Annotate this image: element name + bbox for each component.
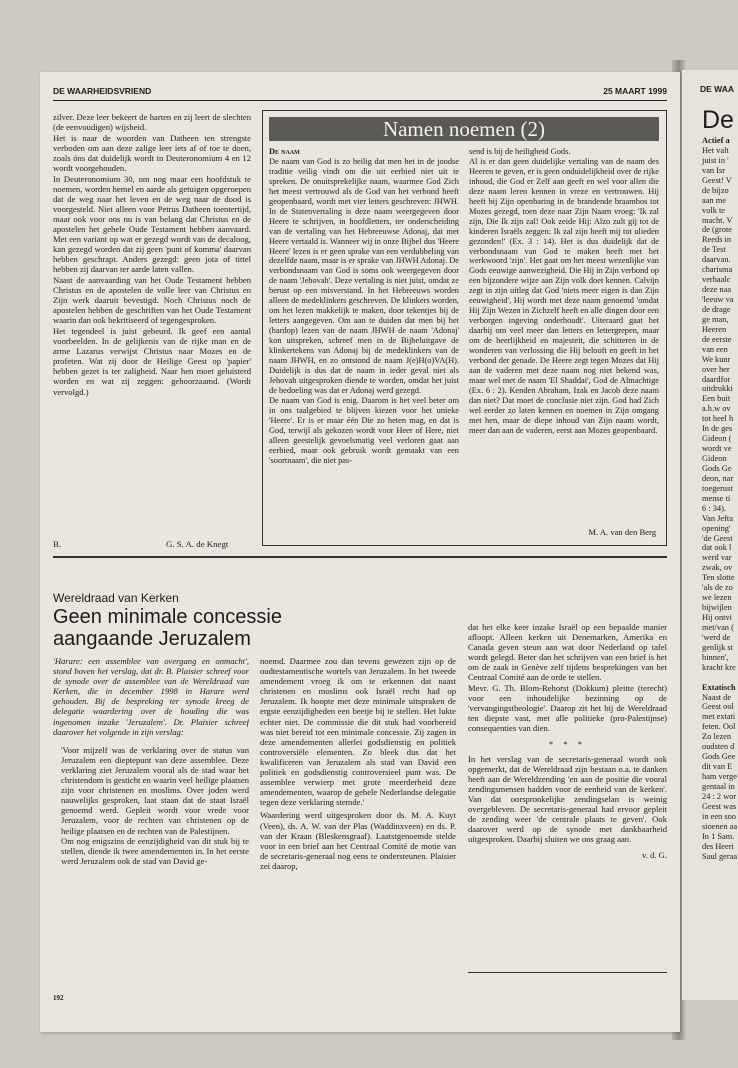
facing-line: Geest! V	[702, 175, 732, 185]
facing-line: dit van E	[702, 762, 733, 772]
facing-line: werd var	[702, 553, 732, 563]
article-title: Geen minimale concessie aangaande Jeruzalem	[53, 606, 282, 650]
facing-line: Gideon	[702, 454, 727, 463]
facing-title-fragment: De	[702, 106, 734, 134]
facing-line: genlijk st	[702, 642, 733, 652]
facing-line: 'de Geest	[702, 533, 733, 543]
facing-line: toegerust	[702, 483, 733, 493]
facing-line: des Heeri	[702, 841, 734, 851]
section-heading: De naam	[269, 147, 300, 156]
facing-line: over her	[702, 364, 730, 374]
facing-line: Het valt	[702, 145, 729, 155]
facing-line: met extati	[702, 712, 736, 722]
paragraph: Het tegendeel is juist gebeurd. Ik geef een aantal voorbeelden. In de gelijkenis van de rijke man en de arme Lazarus verwijst Christus naar Mozes en de profeten. Wat zij door de Heilige Geest op 'papier' hebben gezet is ter zaligheid. Naar hen moet geluisterd worden en wat zij zeggen: gehoorzaamd. (Wordt vervolgd.)	[53, 325, 251, 397]
facing-line: We kunr	[702, 354, 731, 364]
facing-line: a.h.w ov	[702, 404, 731, 414]
paragraph: 'Harare: een assemblee van overgang en onmacht', stond boven het verslag, dat dr. B. Plaisier schreef voor de synode over de assemblee van de Wereldraad van Kerken, die in december 1998 in Harare werd gehouden. Bij de bespreking ter synode kreeg de delegatie waardering over de houding die was ingenomen inzake 'Jeruzalem'. Dr. Plaisier schreef daarover het volgende in zijn verslag:	[53, 656, 249, 737]
facing-page	[682, 70, 738, 1000]
facing-line: charisma	[702, 265, 733, 275]
paragraph: De naam van God is enig. Daarom is het veel beter om in ons taalgebied te blijven kiezen voor het unieke 'Heere'. Er is er maar één Die zo heten mag, en dat is God, terwijl als gekozen wordt voor Heer of Here, niet alleen geestelijk gevoelsmatig veel verloren gaat aan eerbied, maar ook gebruik wordt gemaakt van een 'soortnaam', die niet pas-	[269, 395, 459, 465]
left-article	[53, 112, 251, 538]
facing-line: Gods Gee	[702, 752, 736, 762]
facing-line: deon, nar	[702, 473, 734, 483]
facing-line: 'als de zo	[702, 583, 733, 593]
facing-line: In 1 Sam.	[702, 831, 735, 841]
facing-line: verhaalc	[702, 275, 731, 285]
facing-line: deze naa	[702, 285, 732, 295]
facing-line: bijwijlen	[702, 603, 732, 613]
facing-line: Heeren	[702, 324, 727, 334]
running-header	[53, 86, 667, 101]
facing-line: Van Jefta	[702, 513, 733, 523]
facing-line: Saul geraa	[702, 851, 738, 861]
facing-text-fragments	[702, 136, 737, 861]
facing-line: Geest ool	[702, 702, 734, 712]
facing-line: 'werd de	[702, 632, 731, 642]
issue-date: 25 MAART 1999	[603, 86, 667, 96]
bottom-rule	[468, 972, 667, 973]
facing-line: aan me	[702, 195, 726, 205]
facing-line: uitdrukki	[702, 384, 733, 394]
facing-line: Geest was	[702, 801, 737, 811]
facing-line: de Test	[702, 245, 726, 255]
box-signature: M. A. van den Berg	[588, 527, 656, 537]
paragraph: Het is naar de woorden van Datheen ten strengste verboden om aan deze zalige leer iets af of toe te doen, zoals óns dat duidelijk wordt in Deuteronomium 4 en 12 wordt voorgehouden.	[53, 132, 251, 173]
article-kicker: Wereldraad van Kerken	[53, 591, 179, 605]
quote-paragraph: 'Voor mijzelf was de verklaring over de status van Jeruzalem een dieptepunt van deze assemblee. Deze verklaring ziet Jeruzalem vooral als de stad waar het christendom is gesticht en waarin veel heilige plaatsen zijn voor christenen en moslims. Over joden werd nauwelijks gesproken, laat staan dat de staat Israël genoemd werd. Gepleit wordt voor vrede voor Jeruzalem, voor de rechten van christenen op de heilige plaatsen en de rechten van de Palestijnen.	[61, 744, 249, 836]
facing-line: volk te	[702, 205, 726, 215]
article2-signature: v. d. G.	[642, 850, 667, 861]
facing-line: Actief a	[702, 136, 730, 145]
facing-line: van Isr	[702, 165, 726, 175]
quote-paragraph: noemd. Daarmee zou dan tevens gewezen zijn op de oudtestamentische wortels van Jeruzalem. In het tweede amendement vroeg ik om te erkennen dat naast christenen en moslims ook Israël recht had op Jeruzalem. Ik hoopte met deze minimale uitspraken de ergste eenzijdigheden een beetje bij te stellen. Het lukte echter niet. De commissie die dit stuk had voorbereid was niet bereid tot een minimale concessie. Zij zagen in deze amendementen allerlei godsdienstig en politiek controversiële elementen. Zo bleek dus dat het kwalificeren van Jeruzalem als stad van David een politiek en godsdienstig controversieel punt was. De assemblee verwierp met grote meerderheid deze amendementen, waarop de gehele Nederlandse delegatie tegen deze verklaring stemde.'	[260, 656, 456, 808]
left-signature-author: G. S. A. de Knegt	[166, 539, 229, 549]
facing-line: dat ook l	[702, 543, 732, 553]
facing-line: ham verge	[702, 772, 737, 781]
facing-line: tot heel h	[702, 414, 734, 424]
paragraph: send is bij de heiligheid Gods.	[469, 147, 571, 156]
facing-line: macht. V	[702, 215, 733, 225]
paragraph: In het verslag van de secretaris-generaal wordt ook opgemerkt, dat de Wereldraad zijn bestaan o.a. te danken heeft aan de Wereldzending 'en aan de positie die vooral zendingsmensen hadden voor de eenheid van de kerken'. Van dat oorspronkelijke zendingselan is weinig overgebleven. De secretaris-generaal had ervoor gepleit de zending weer 'de centrale plaats te geven'. Ook daarover werd op de synode met dankbaarheid uitgesproken. Daarbij sluiten we ons graag aan.	[468, 753, 667, 845]
facing-line: Extatisch	[702, 682, 736, 692]
magazine-page	[40, 72, 680, 1032]
page-number: 192	[53, 994, 64, 1002]
paragraph: Mevr. G. Th. Blom-Rehorst (Dokkum) pleitte (terecht) voor een inhoudelijke bezinning op de 'vervangingstheologie'. Daarop zit het bij de Wereldraad ten diepste vast, met alle politieke (pro-Palestijnse) consequenties van dien.	[468, 683, 667, 734]
box-title: Namen noemen (2)	[269, 117, 659, 141]
facing-line: Ten slotte	[702, 573, 735, 583]
facing-line: de drage	[702, 304, 731, 314]
facing-line: ge man,	[702, 314, 729, 324]
facing-line: juist in '	[702, 155, 729, 165]
box-column-1	[269, 147, 459, 537]
facing-line: met/van (	[702, 622, 734, 632]
facing-line: de eerste	[702, 334, 732, 344]
paragraph: zilver. Deze leer bekeert de harten en zij leert de slechten (de eenvoudigen) wijsheid.	[53, 112, 251, 133]
facing-line: 6 : 34).	[702, 503, 726, 513]
facing-line: feten. Ool	[702, 722, 736, 732]
facing-line: daarvan.	[702, 255, 731, 265]
column-box	[262, 110, 667, 546]
facing-line: 'leeuw va	[702, 295, 734, 304]
section-stars: * * *	[548, 738, 587, 749]
facing-line: we lezen	[702, 593, 732, 603]
paragraph: Naast de aanvaarding van het Oude Testament hebben Christus en de apostelen de volle leer van Christus en Zijn werk daaruit bevestigd. Noch Christus noch de apostelen hebben de geschriften van het Oude Testament waarin dan ook bekritiseerd of tegengesproken.	[53, 275, 251, 326]
facing-line: in een soo	[702, 811, 736, 821]
facing-line: Gods Ge	[702, 463, 732, 473]
facing-line: gentaal in	[702, 781, 735, 791]
box-column-2	[469, 147, 659, 523]
facing-line: kracht kre	[702, 662, 736, 672]
facing-line: Reeds in	[702, 235, 732, 245]
facing-line: oudsten d	[702, 742, 735, 752]
facing-line: In de ges	[702, 424, 733, 434]
facing-line: sioenen aa	[702, 821, 738, 831]
facing-line: opening'	[702, 523, 731, 533]
facing-line: Hij ontvi	[702, 613, 733, 622]
facing-line: de (grote	[702, 225, 732, 235]
quote-paragraph: Om nog enigszins de eenzijdigheid van dit stuk bij te stellen, diende ik twee amendementen in. In het eerste werd Jeruzalem ook de stad van David ge-	[61, 836, 249, 867]
facing-line: binnen',	[702, 652, 729, 662]
facing-line: de bijzo	[702, 185, 729, 195]
paragraph: Al is er dan geen duidelijke vertaling van de naam des Heeren te geven, er is geen onduidelijkheid over de rijke inhoud, die God er Zelf aan geeft en wel voor allen die deze naam leren kennen in vreze en vertrouwen. Hij heeft bij Zijn openbaring in de brandende braambos tot Mozes gezegd, toen deze naar Zijn Naam vroeg: 'Ik zal zijn, Die Ik zijn zal! Ook zeide Hij: Alzo zult gij tot de kinderen Israëls zeggen: Ik zal zijn heeft mij tot ulieden gezonden!' (Ex. 3 : 14). Het is dus duidelijk dat de verbondsnaam van God te maken heeft met het werkwoord 'zijn'. Het gaat om het meest wezenlijke van Gods eeuwige aanwezigheid. Die Hij in Zijn verbond op een bijzondere wijze aan Zijn volk doet kennen. Calvijn zegt in zijn uitleg dat God 'niets meer eigen is dan Zijn eeuwigheid', Hij wordt met deze naam genoemd 'omdat Hij Zijn Wezen in Zichzelf heeft en alle dingen door een verborgen ingeving onderhoudt'. Uiteraard gaat het daarbij om veel meer dan letters en lettergrepen, maar om de heerlijkheid en majesteit, die schitteren in de wonderen van verlossing die Hij belooft en geeft in het verbond der genade. De Heere zegt tegen Mozes dat Hij aan de vaderen met deze naam nog niet bekend was, maar wel met de naam 'El Shaddai', God de Almachtige (Ex. 6 : 2). Kenden Abraham, Izak en Jacob deze naam dan niet? Dat moet de conclusie niet zijn. God had Zich wel eerder zo laten kennen en noemen in Zijn omgang met hen, maar de diepe inhoud van Zijn naam wordt, meer dan aan de vaderen, eerst aan Mozes geopenbaard.	[469, 156, 659, 435]
facing-line: van een	[702, 344, 728, 354]
facing-line: daardfor	[702, 374, 731, 384]
left-signature-initial: B.	[53, 539, 62, 549]
paragraph: Waardering werd uitgesproken door ds. M. A. Kuyt (Veen), ds. A. W. van der Plas (Waddinxveen) en ds. P. van der Kraan (Bleskensgraaf). Laatstgenoemde stelde voor in een brief aan het Centraal Comité de motie van de secretaris-generaal nog eens te ondersteunen. Plaisier zei daarop,	[260, 810, 456, 871]
facing-line: Naast de	[702, 692, 732, 702]
facing-line: Gideon (	[702, 434, 732, 444]
facing-line: 24 : 2 wor	[702, 791, 737, 801]
paragraph: dat het elke keer inzake Israël op een bepaalde manier afloopt. Alleen kerken uit Denemarken, Amerika en Canada geven steun aan wat door Nederland op tafel wordt gelegd. Beter dan het schrijven van een brief is het om de zaak in Genève zelf tijdens besprekingen van het Centraal Comité aan de orde te stellen.	[468, 622, 667, 683]
facing-line: zwak, ov	[702, 563, 733, 573]
article2-column-3	[468, 622, 667, 986]
facing-line: wordt ve	[702, 444, 732, 454]
facing-running-header: DE WAA	[700, 84, 734, 94]
facing-line: mense ti	[702, 493, 731, 503]
paragraph: De naam van God is zo heilig dat men het in de joodse traditie veilig vindt om die uit eerbied niet uit te spreken. De onuitsprekelijke naam, waarmee God Zich het meest vertrouwd als de God van het verbond heeft geopenbaard, wordt met vier letters geschreven: JHWH. In de Statenvertaling is deze naam weergegeven door Heere te schrijven, in hoofdletters, ter onderscheiding van de vertaling van het Hebreeuwse Adonaj, dat met Heere vertaald is. Wanneer wij in onze Bijbel dus 'Heere Heere' lezen is er geen sprake van een verdubbeling van dezelfde naam, maar is er sprake van JHWH Adonaj. De verbondsnaam van God is soms ook weergegeven door de naam 'Jehovah'. Deze vertaling is niet juist, omdat ze berust op een misverstand. In het Hebreeuws worden alleen de medeklinkers geschreven. De klinkers worden, om het lezen makkelijk te maken, door tekentjes bij de letters aangegeven. Om aan te duiden dat men bij het (hardop) lezen van de naam JHWH de naam 'Adonaj' kon uitspreken, schreef men in de Bijbeluitgave de klinkertekens van Adonaj bij de medeklinkers van de naam JHWH, en zo ontstond de naam J(e)H(o)VA(H). Duidelijk is dus dat de naam in ieder geval niet als Jehovah uitgesproken diende te worden, omdat het juist de bedoeling was dat er Adonaj werd gezegd.	[269, 156, 459, 395]
facing-line: Zo lezen	[702, 732, 732, 742]
article2-column-1	[53, 656, 249, 986]
article2-column-2	[260, 656, 456, 986]
section-divider	[53, 556, 667, 558]
paragraph: In Deuteronomium 30, om nog maar een hoofdstuk te noemen, worden hemel en aarde als getuigen opgeroepen dat de weg naar het leven en de weg naar de dood is voorgesteld. Niet alleen voor Petrus Datheen toentertijd, maar ook voor ons nu is van belang dat Christus en de apostelen het gehele Oude Testament hebben aanvaard. Met een variant op wat er gezegd wordt van de decaloog, kan gezegd worden dat zij geen 'punt of komma' daarvan hebben geschrapt. Anders gezegd: geen jota of tittel hebben zij daarvan ter aarde laten vallen.	[53, 173, 251, 275]
facing-line: Een buit	[702, 394, 731, 404]
publication-name: DE WAARHEIDSVRIEND	[53, 86, 152, 96]
facing-line	[702, 673, 737, 683]
